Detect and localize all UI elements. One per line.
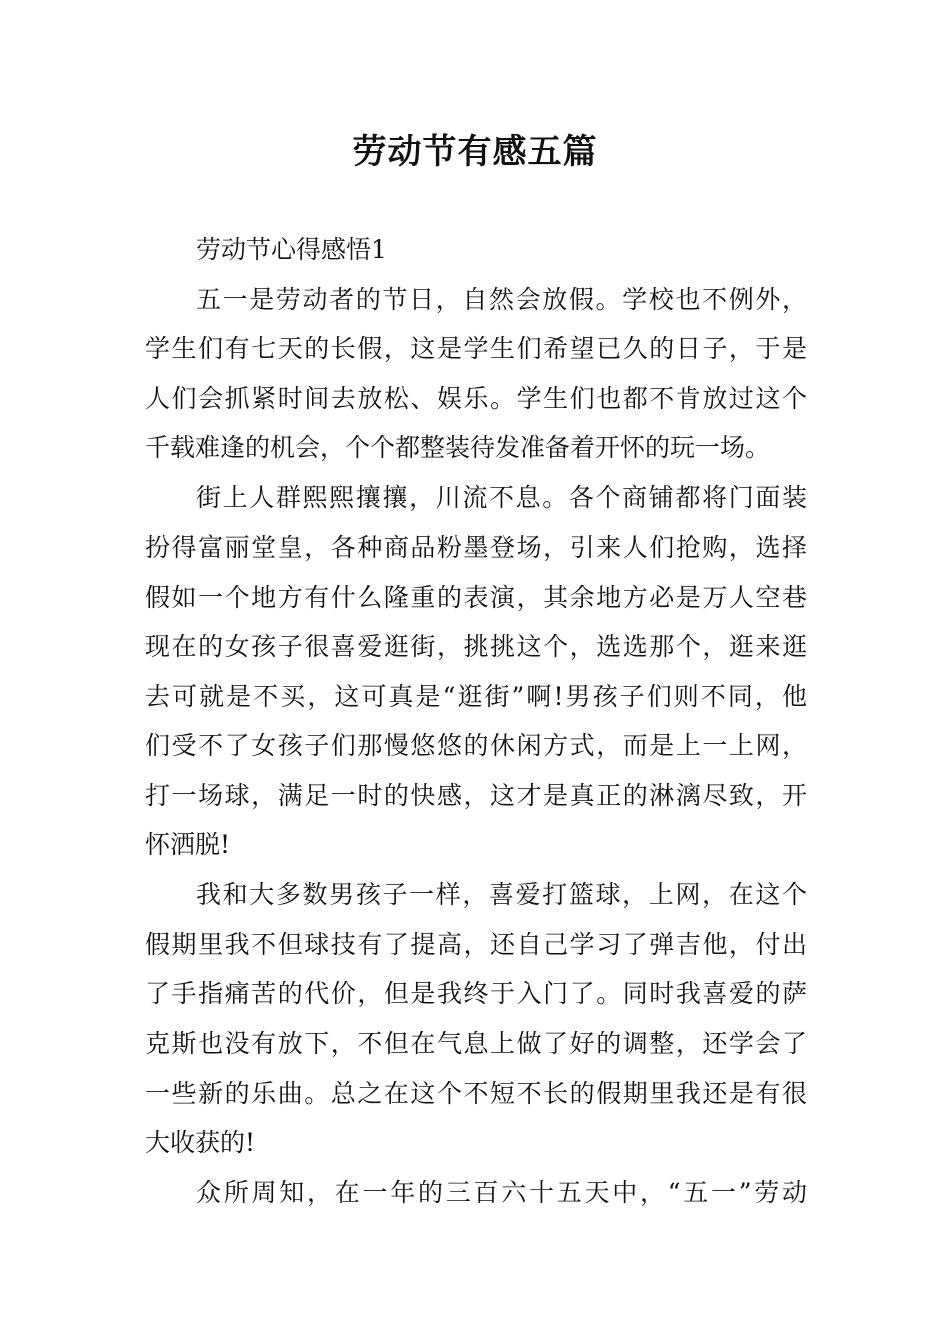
paragraph-line: 学生们有七天的长假，这是学生们希望已久的日子，于是: [145, 334, 807, 363]
paragraph-line: 我和大多数男孩子一样，喜爱打篮球，上网，在这个: [196, 880, 807, 909]
document-title: 劳动节有感五篇: [352, 132, 598, 172]
paragraph-line: 人们会抓紧时间去放松、娱乐。学生们也都不肯放过这个: [145, 384, 807, 413]
paragraph-line: 们受不了女孩子们那慢悠悠的休闲方式，而是上一上网，: [145, 731, 807, 760]
paragraph-line: 现在的女孩子很喜爱逛街，挑挑这个，选选那个，逛来逛: [145, 632, 807, 661]
paragraph-line: 大收获的!: [145, 1128, 256, 1157]
paragraph-line: 假如一个地方有什么隆重的表演，其余地方必是万人空巷: [145, 583, 807, 612]
paragraph-line: 众所周知，在一年的三百六十五天中，“五一”劳动: [196, 1178, 807, 1207]
paragraph-line: 了手指痛苦的代价，但是我终于入门了。同时我喜爱的萨: [145, 979, 807, 1008]
paragraph-line: 五一是劳动者的节日，自然会放假。学校也不例外，: [196, 285, 807, 314]
paragraph-line: 去可就是不买，这可真是“逛街”啊!男孩子们则不同，他: [145, 682, 807, 711]
paragraph-line: 一些新的乐曲。总之在这个不短不长的假期里我还是有很: [145, 1079, 807, 1108]
paragraph-line: 怀洒脱!: [145, 830, 231, 859]
paragraph-line: 千载难逢的机会，个个都整装待发准备着开怀的玩一场。: [145, 433, 771, 462]
paragraph-line: 扮得富丽堂皇，各种商品粉墨登场，引来人们抢购，选择: [145, 533, 807, 562]
paragraph-line: 打一场球，满足一时的快感，这才是真正的淋漓尽致，开: [145, 781, 807, 810]
paragraph-line: 假期里我不但球技有了提高，还自己学习了弹吉他，付出: [145, 930, 807, 959]
section-heading: 劳动节心得感悟1: [196, 235, 387, 264]
paragraph-line: 克斯也没有放下，不但在气息上做了好的调整，还学会了: [145, 1029, 807, 1058]
paragraph-line: 街上人群熙熙攘攘，川流不息。各个商铺都将门面装: [196, 483, 807, 512]
